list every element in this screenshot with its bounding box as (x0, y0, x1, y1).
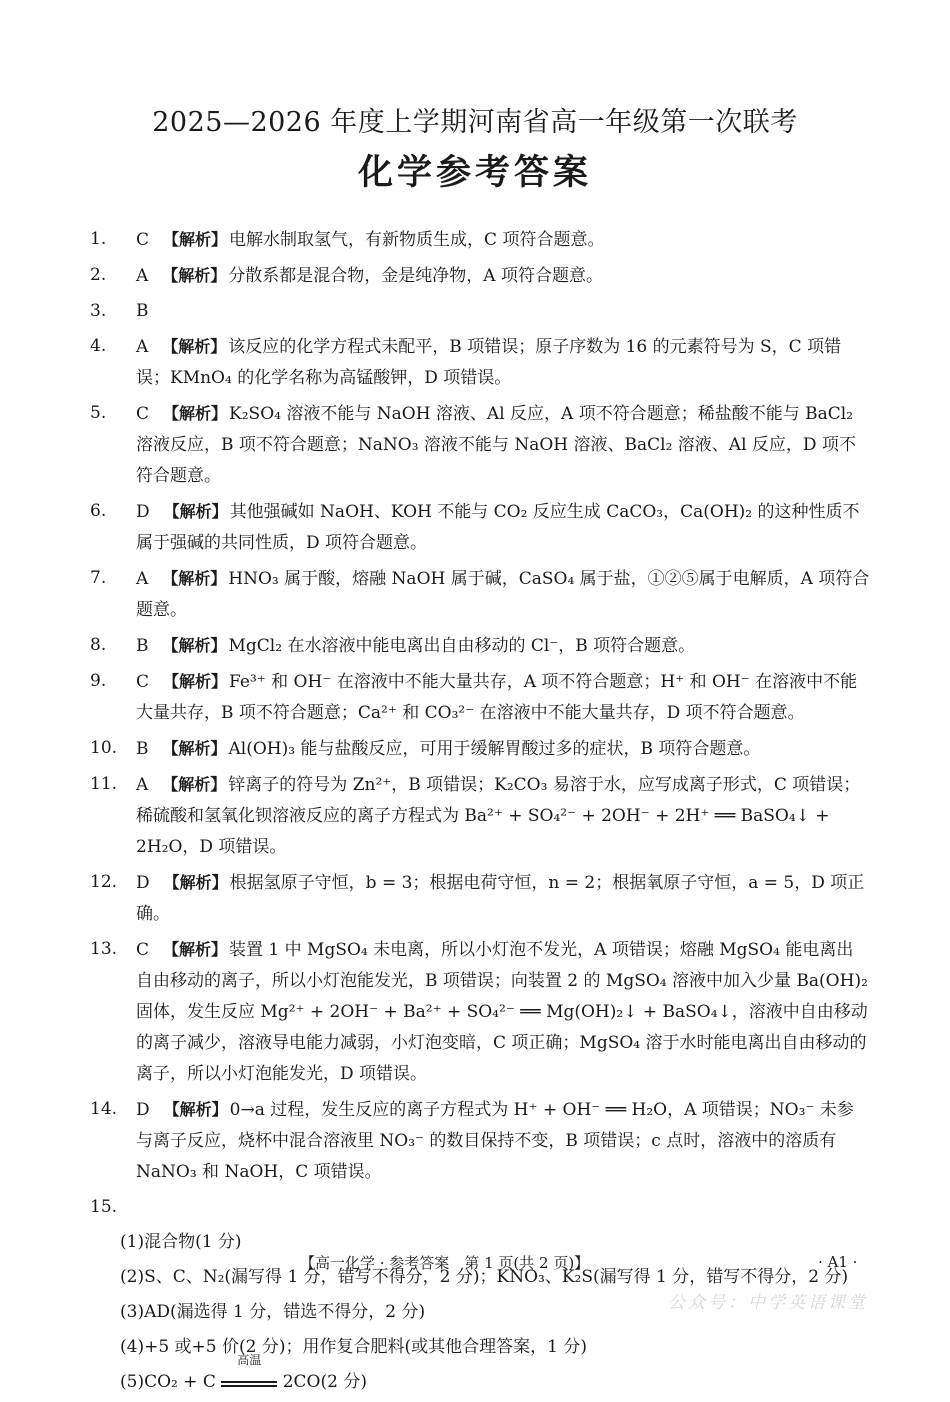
question-item (90, 867, 870, 930)
question-number: 1. (90, 229, 107, 249)
answer-letter: A (136, 266, 149, 286)
question-item (90, 769, 870, 863)
question-15 (90, 1192, 870, 1223)
answer-letter: A (136, 775, 149, 795)
question-list (90, 224, 870, 1188)
explanation-text: 该反应的化学方程式未配平，B 项错误；原子序数为 16 的元素符号为 S，C 项错误；KMnO₄ 的化学名称为高锰酸钾，D 项错误。 (136, 337, 842, 388)
explanation-text: 装置 1 中 MgSO₄ 未电离，所以小灯泡不发光，A 项错误；熔融 MgSO₄ 能电离出自由移动的离子，所以小灯泡能发光，B 项错误；向装置 2 的 MgSO₄ 溶液中加入少量 Ba(OH)₂ 固体，发生反应 Mg²⁺ + 2OH⁻ + Ba²⁺ + SO₄²⁻ ══ Mg(OH)₂↓ + BaSO₄↓，溶液中自由移动的离子减少，溶液导电能力减弱，小灯泡变暗，C 项正确；MgSO₄ 溶于水时能电离出自由移动的离子，所以小灯泡能发光，D 项错误。 (136, 940, 868, 1084)
answer-letter: A (136, 337, 149, 357)
analysis-tag: 【解析】 (163, 940, 228, 959)
question-body (136, 630, 870, 662)
question-number: 9. (90, 671, 107, 691)
equation-left: (5)CO₂ + C (120, 1372, 216, 1392)
analysis-tag: 【解析】 (163, 1100, 228, 1119)
question-number: 3. (90, 301, 107, 321)
answer-letter: B (136, 739, 149, 759)
analysis-tag: 【解析】 (162, 569, 227, 588)
question-number: 15. (90, 1197, 118, 1217)
explanation-text: MgCl₂ 在水溶液中能电离出自由移动的 Cl⁻，B 项符合题意。 (228, 636, 696, 656)
question-item (90, 733, 870, 765)
explanation-text: 其他强碱如 NaOH、KOH 不能与 CO₂ 反应生成 CaCO₃，Ca(OH)₂ 的这种性质不属于强碱的共同性质，D 项符合题意。 (136, 502, 860, 553)
q15-part-3: (3)AD(漏选得 1 分，错选不得分，2 分) (120, 1302, 426, 1322)
explanation-text: 分散系都是混合物，金是纯净物，A 项符合题意。 (228, 266, 603, 286)
reaction-equals-sign (221, 1353, 277, 1387)
question-number: 11. (90, 774, 118, 794)
analysis-tag: 【解析】 (162, 775, 227, 794)
question-number: 5. (90, 403, 107, 423)
analysis-tag: 【解析】 (163, 230, 228, 249)
explanation-text: HNO₃ 属于酸，熔融 NaOH 属于碱，CaSO₄ 属于盐，①②⑤属于电解质，A 项符合题意。 (136, 569, 870, 620)
answer-letter: C (136, 672, 150, 692)
exam-title: 2025—2026 年度上学期河南省高一年级第一次联考 (152, 107, 798, 138)
question-item (90, 398, 870, 492)
question-item (90, 260, 870, 292)
answer-letter: D (136, 1100, 150, 1120)
question-item (90, 630, 870, 662)
analysis-tag: 【解析】 (162, 337, 227, 356)
watermark: 公众号：中学英语课堂 (668, 1293, 868, 1313)
question-item (90, 496, 870, 559)
question-body (136, 260, 870, 292)
question-item (90, 666, 870, 729)
analysis-tag: 【解析】 (163, 873, 228, 892)
question-body (136, 934, 870, 1090)
page-footer: 【高一化学 · 参考答案 第 1 页(共 2 页)】 (300, 1254, 590, 1272)
question-number: 8. (90, 635, 107, 655)
q15-part-1: (1)混合物(1 分) (120, 1232, 242, 1252)
question-number: 12. (90, 872, 118, 892)
question-body (136, 331, 870, 394)
question-number: 13. (90, 939, 118, 959)
question-number: 14. (90, 1099, 118, 1119)
q15-part-5 (120, 1353, 870, 1398)
question-item (90, 1094, 870, 1188)
answer-key-title: 化学参考答案 (357, 153, 592, 193)
question-body (136, 296, 870, 327)
q15-part-4: (4)+5 或+5 价(2 分)；用作复合肥料(或其他合理答案，1 分) (120, 1337, 587, 1357)
question-body (136, 1094, 870, 1188)
analysis-tag: 【解析】 (163, 672, 228, 691)
question-body (136, 733, 870, 765)
double-bar-icon (221, 1381, 277, 1387)
question-number: 2. (90, 265, 107, 285)
question-item (90, 224, 870, 256)
reaction-condition: 高温 (237, 1353, 262, 1367)
equation-right: 2CO(2 分) (282, 1372, 367, 1392)
answer-list (90, 224, 870, 1402)
answer-letter: B (136, 301, 149, 321)
question-item (90, 934, 870, 1090)
question-number: 7. (90, 568, 107, 588)
explanation-text: Fe³⁺ 和 OH⁻ 在溶液中不能大量共存，A 项不符合题意；H⁺ 和 OH⁻ 在溶液中不能大量共存，B 项不符合题意；Ca²⁺ 和 CO₃²⁻ 在溶液中不能大量共存，D 项不符合题意。 (136, 672, 858, 723)
question-item (90, 331, 870, 394)
explanation-text: Al(OH)₃ 能与盐酸反应，可用于缓解胃酸过多的症状，B 项符合题意。 (228, 739, 761, 759)
question-item (90, 296, 870, 327)
analysis-tag: 【解析】 (162, 636, 227, 655)
answer-letter: C (136, 404, 150, 424)
answer-letter: D (136, 873, 150, 893)
analysis-tag: 【解析】 (162, 739, 227, 758)
page-code: · A1 · (818, 1253, 858, 1271)
question-body (136, 769, 870, 863)
question-body (136, 666, 870, 729)
question-body (136, 563, 870, 626)
explanation-text: 电解水制取氢气，有新物质生成，C 项符合题意。 (229, 230, 605, 250)
answer-letter: C (136, 230, 150, 250)
analysis-tag: 【解析】 (162, 266, 227, 285)
question-body (136, 398, 870, 492)
question-number: 6. (90, 501, 107, 521)
answer-letter: D (136, 502, 150, 522)
question-item (90, 563, 870, 626)
question-body (136, 867, 870, 930)
question-body (136, 496, 870, 559)
explanation-text: 根据氢原子守恒，b = 3；根据电荷守恒，n = 2；根据氧原子守恒，a = 5，D 项正确。 (136, 873, 865, 924)
analysis-tag: 【解析】 (163, 502, 228, 521)
answer-letter: A (136, 569, 149, 589)
analysis-tag: 【解析】 (163, 404, 228, 423)
explanation-text: 0→a 过程，发生反应的离子方程式为 H⁺ + OH⁻ ══ H₂O，A 项错误；NO₃⁻ 未参与离子反应，烧杯中混合溶液里 NO₃⁻ 的数目保持不变，B 项错误；c 点时，溶液中的溶质有 NaNO₃ 和 NaOH，C 项错误。 (136, 1100, 854, 1182)
explanation-text: K₂SO₄ 溶液不能与 NaOH 溶液、Al 反应，A 项不符合题意；稀盐酸不能与 BaCl₂ 溶液反应，B 项不符合题意；NaNO₃ 溶液不能与 NaOH 溶液、BaCl₂ 溶液、Al 反应，D 项不符合题意。 (136, 404, 856, 486)
answer-letter: B (136, 636, 149, 656)
explanation-text: 锌离子的符号为 Zn²⁺，B 项错误；K₂CO₃ 易溶于水，应写成离子形式，C 项错误；稀硫酸和氢氧化钡溶液反应的离子方程式为 Ba²⁺ + SO₄²⁻ + 2OH⁻ + 2H⁺ ══ BaSO₄↓ + 2H₂O，D 项错误。 (136, 775, 861, 857)
q15-part-2: (2)S、C、N₂(漏写得 1 分，错写不得分，2 分)；KNO₃、K₂S(漏写得 1 分，错写不得分，2 分) (120, 1267, 849, 1287)
question-number: 4. (90, 336, 107, 356)
answer-letter: C (136, 940, 150, 960)
question-number: 10. (90, 738, 118, 758)
question-body (136, 224, 870, 256)
